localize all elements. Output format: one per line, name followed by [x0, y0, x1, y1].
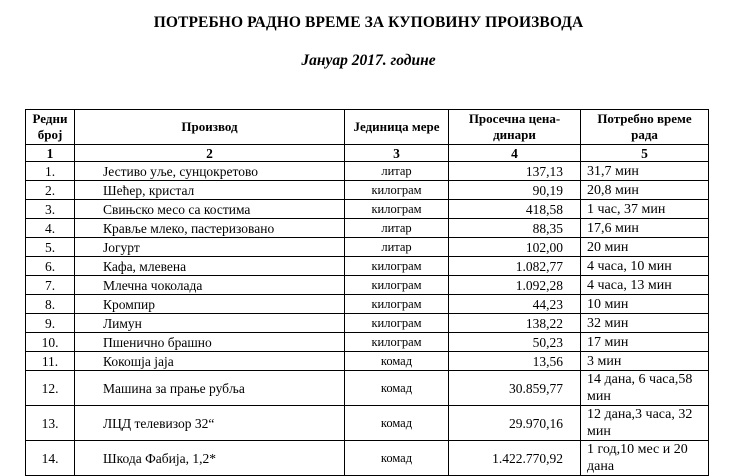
work-time-table	[25, 109, 709, 476]
table-header	[26, 110, 709, 162]
page-subtitle: Јануар 2017. године	[301, 52, 436, 69]
table-row	[26, 295, 709, 314]
product-cell: Шећер, кристал	[75, 181, 345, 200]
table-row	[26, 333, 709, 352]
work-time-cell: 20 мин	[581, 238, 709, 257]
work-time-cell: 14 дана, 6 часа,58 мин	[581, 371, 709, 406]
work-time-cell: 10 мин	[581, 295, 709, 314]
column-number: 2	[75, 145, 345, 162]
unit-cell: килограм	[345, 200, 449, 219]
work-time-cell: 12 дана,3 часа, 32 мин	[581, 406, 709, 441]
work-time-cell: 3 мин	[581, 352, 709, 371]
unit-cell: килограм	[345, 276, 449, 295]
row-number-cell: 1.	[26, 162, 75, 181]
row-number-cell: 11.	[26, 352, 75, 371]
price-cell: 137,13	[449, 162, 581, 181]
price-cell: 29.970,16	[449, 406, 581, 441]
footnote-cutoff	[95, 444, 735, 458]
table-row	[26, 314, 709, 333]
row-number-cell: 4.	[26, 219, 75, 238]
table-row	[26, 371, 709, 406]
price-cell: 44,23	[449, 295, 581, 314]
unit-cell: килограм	[345, 314, 449, 333]
row-number-cell: 5.	[26, 238, 75, 257]
work-time-cell: 1 час, 37 мин	[581, 200, 709, 219]
work-time-cell: 1 год,10 мес и 20 дана	[581, 441, 709, 476]
header-row-number: Редни број	[26, 110, 75, 145]
product-cell: Кафа, млевена	[75, 257, 345, 276]
product-cell: Лимун	[75, 314, 345, 333]
table-row	[26, 200, 709, 219]
work-time-cell: 4 часа, 13 мин	[581, 276, 709, 295]
header-work-time: Потребно време рада	[581, 110, 709, 145]
header-price: Просечна цена-динари	[449, 110, 581, 145]
product-cell: Кокошја јаја	[75, 352, 345, 371]
unit-cell: комад	[345, 352, 449, 371]
work-time-cell: 17 мин	[581, 333, 709, 352]
price-cell: 1.082,77	[449, 257, 581, 276]
page-title: ПОТРЕБНО РАДНО ВРЕМЕ ЗА КУПОВИНУ ПРОИЗВОДА	[153, 14, 584, 31]
price-cell: 50,23	[449, 333, 581, 352]
row-number-cell: 2.	[26, 181, 75, 200]
price-cell: 1.092,28	[449, 276, 581, 295]
row-number-cell: 9.	[26, 314, 75, 333]
table-row	[26, 276, 709, 295]
row-number-cell: 3.	[26, 200, 75, 219]
row-number-cell: 7.	[26, 276, 75, 295]
column-number: 3	[345, 145, 449, 162]
table-body	[26, 162, 709, 476]
unit-cell: комад	[345, 441, 449, 476]
product-cell: Машина за прање рубља	[75, 371, 345, 406]
price-cell: 90,19	[449, 181, 581, 200]
header-unit: Јединица мере	[345, 110, 449, 145]
product-cell: Крављe млеко, пастеризовано	[75, 219, 345, 238]
product-cell: Јогурт	[75, 238, 345, 257]
work-time-cell: 31,7 мин	[581, 162, 709, 181]
unit-cell: комад	[345, 406, 449, 441]
price-cell: 418,58	[449, 200, 581, 219]
unit-cell: килограм	[345, 257, 449, 276]
unit-cell: литар	[345, 219, 449, 238]
unit-cell: килограм	[345, 295, 449, 314]
work-time-cell: 32 мин	[581, 314, 709, 333]
product-cell: Пшенично брашно	[75, 333, 345, 352]
work-time-cell: 17,6 мин	[581, 219, 709, 238]
header-product: Производ	[75, 110, 345, 145]
price-cell: 138,22	[449, 314, 581, 333]
unit-cell: килограм	[345, 333, 449, 352]
product-cell: Кромпир	[75, 295, 345, 314]
price-cell: 102,00	[449, 238, 581, 257]
table-row	[26, 162, 709, 181]
unit-cell: килограм	[345, 181, 449, 200]
product-cell: Млечна чоколада	[75, 276, 345, 295]
price-cell: 30.859,77	[449, 371, 581, 406]
work-time-cell: 20,8 мин	[581, 181, 709, 200]
table-row	[26, 238, 709, 257]
row-number-cell: 13.	[26, 406, 75, 441]
table-row	[26, 352, 709, 371]
row-number-cell: 10.	[26, 333, 75, 352]
product-cell: Свињско месо са костима	[75, 200, 345, 219]
product-cell: Јестиво уље, сунцокретово	[75, 162, 345, 181]
table-row	[26, 181, 709, 200]
row-number-cell: 14.	[26, 441, 75, 476]
table-row	[26, 406, 709, 441]
column-number: 5	[581, 145, 709, 162]
column-number: 1	[26, 145, 75, 162]
unit-cell: комад	[345, 371, 449, 406]
column-number-row	[26, 145, 709, 162]
column-number: 4	[449, 145, 581, 162]
row-number-cell: 6.	[26, 257, 75, 276]
unit-cell: литар	[345, 238, 449, 257]
row-number-cell: 12.	[26, 371, 75, 406]
table-row	[26, 257, 709, 276]
unit-cell: литар	[345, 162, 449, 181]
price-cell: 1.422.770,92	[449, 441, 581, 476]
work-time-cell: 4 часа, 10 мин	[581, 257, 709, 276]
row-number-cell: 8.	[26, 295, 75, 314]
price-cell: 88,35	[449, 219, 581, 238]
product-cell: ЛЦД телевизор 32“	[75, 406, 345, 441]
price-cell: 13,56	[449, 352, 581, 371]
product-cell: Шкода Фабија, 1,2*	[75, 441, 345, 476]
table-row	[26, 219, 709, 238]
